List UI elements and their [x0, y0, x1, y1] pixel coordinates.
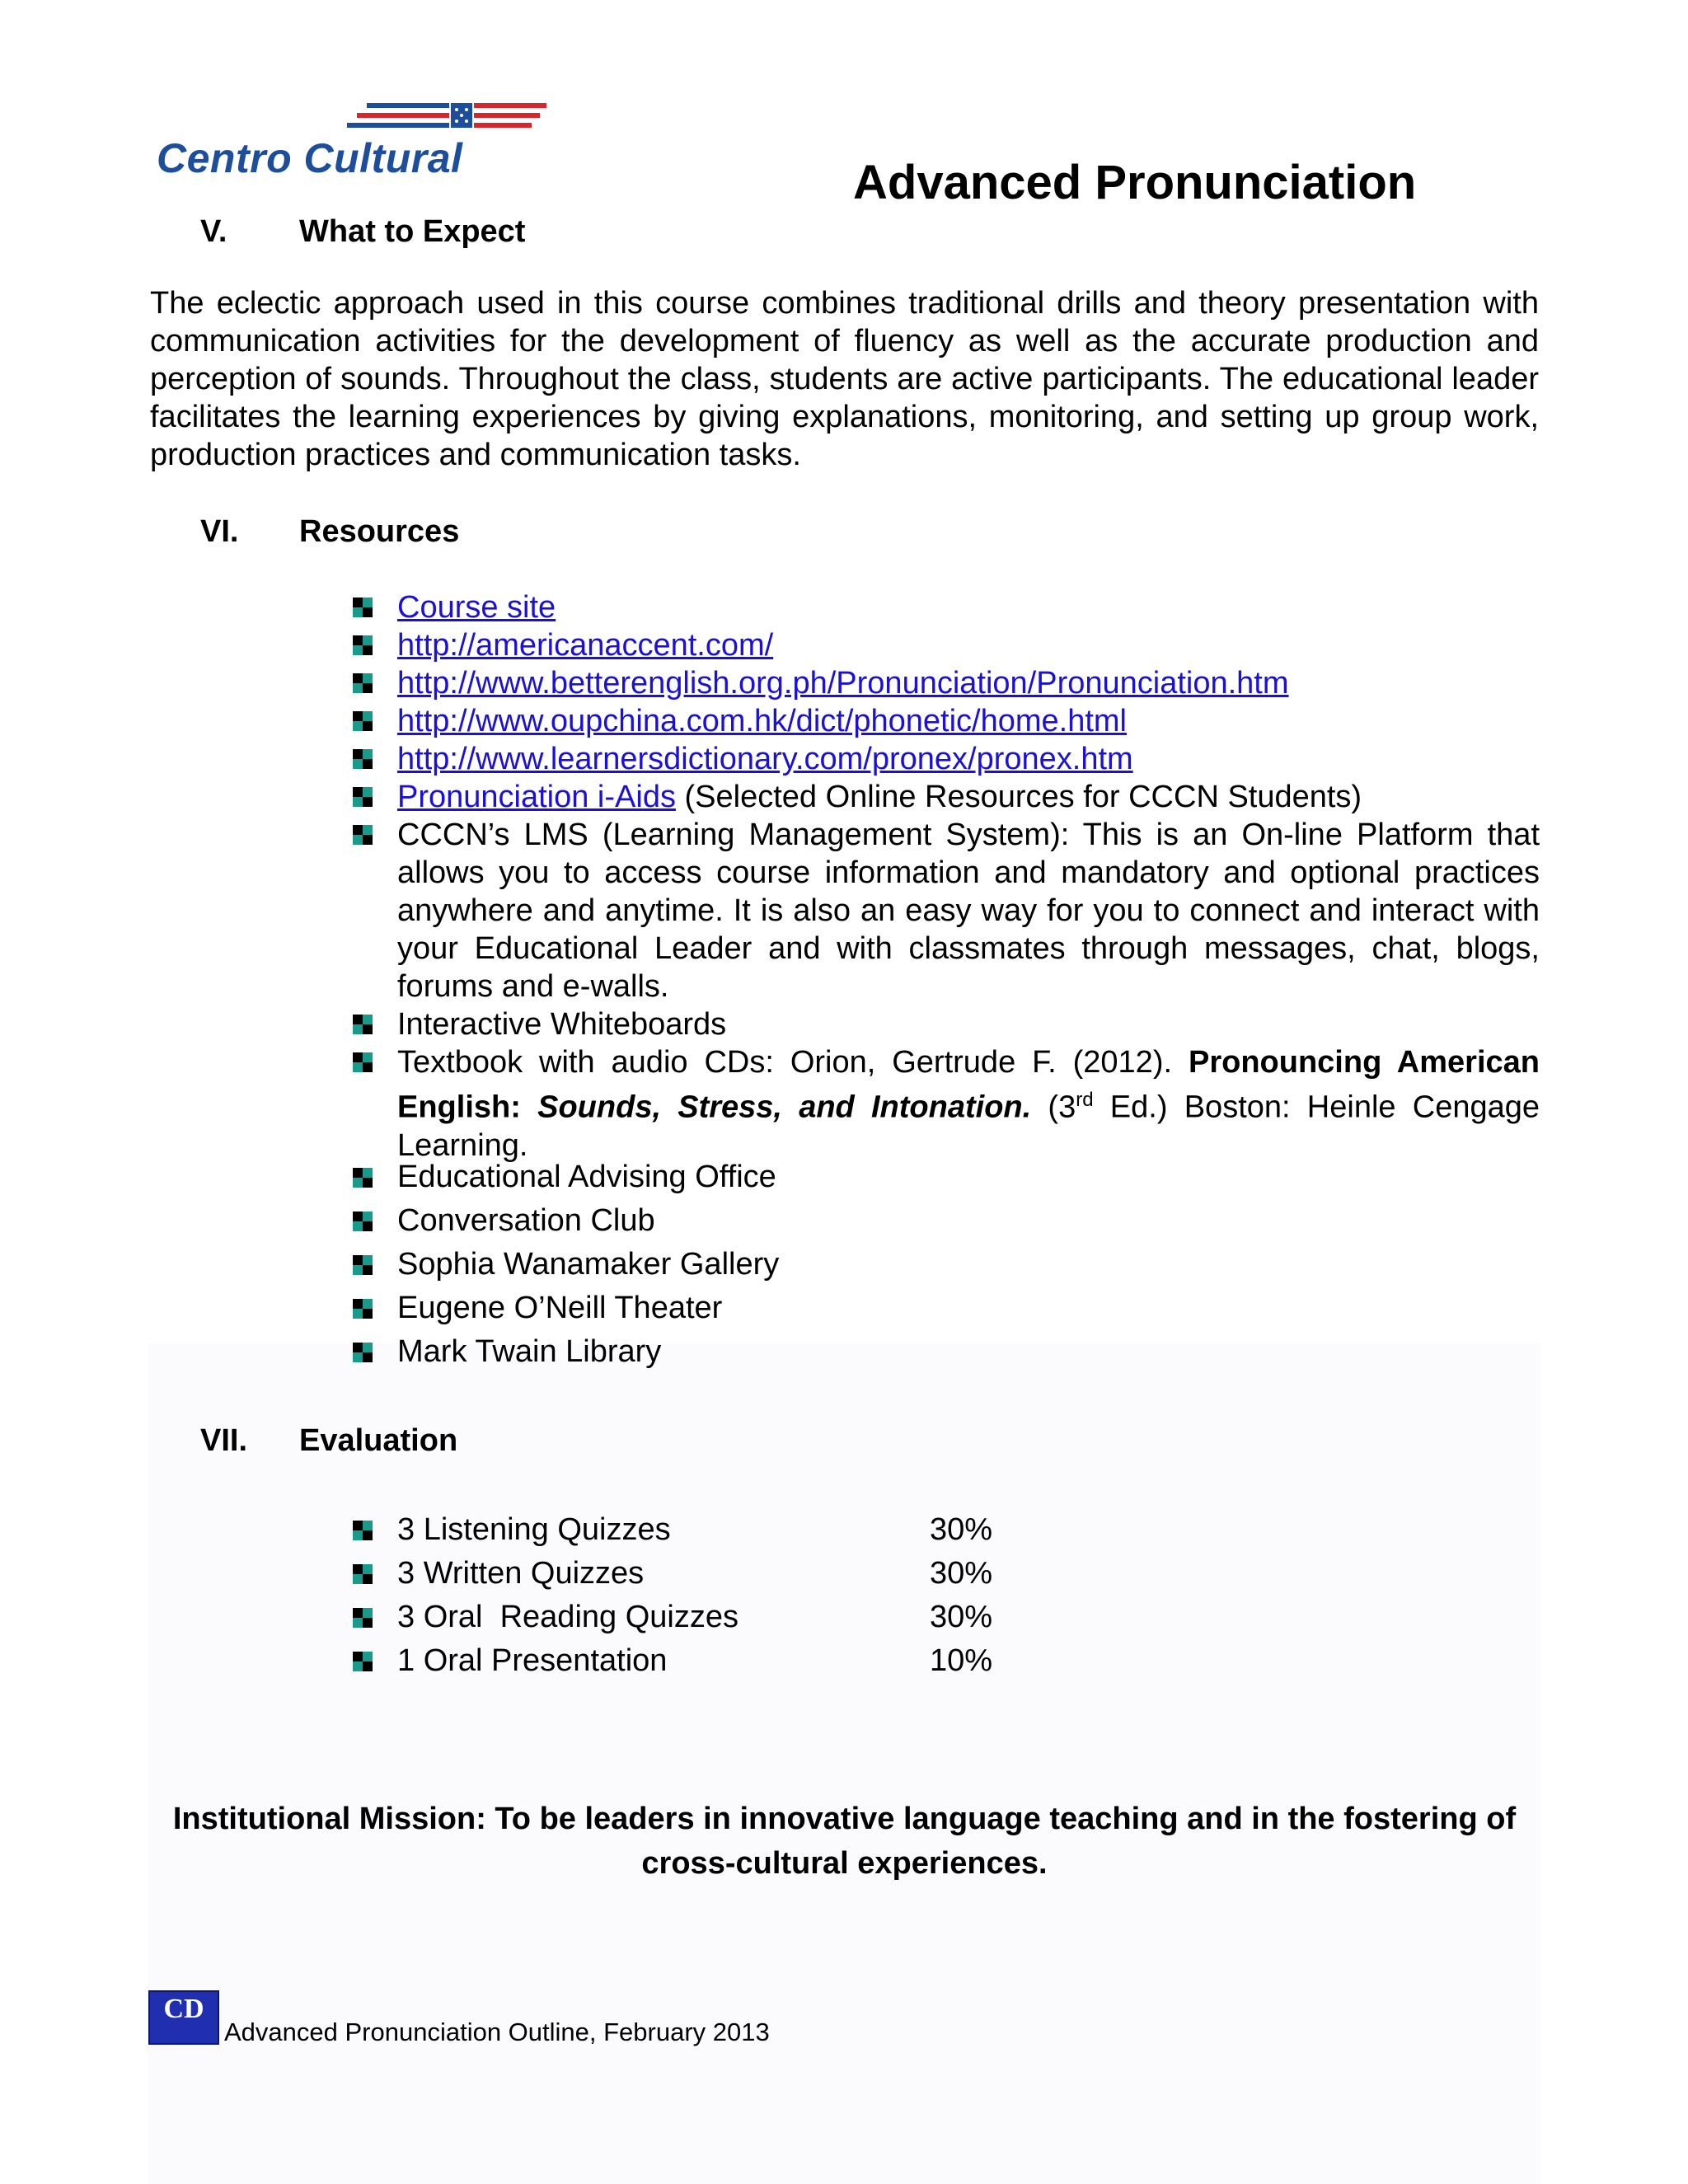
edition-superscript: rd [1076, 1089, 1094, 1111]
textbook-publisher: Ed.) Boston: Heinle Cengage Learning. [397, 1090, 1540, 1163]
square-bullet-icon [353, 598, 373, 617]
lms-description: CCCN’s LMS (Learning Management System): This is an On-line Platform that allows you to access course information and mandatory and optional practices anywhere and anytime. It is also an easy way for you to connect and interact with your Educational Leader and with classmates through messages, chat, blogs, forums and e-walls. [397, 818, 1540, 1004]
what-to-expect-paragraph: The eclectic approach used in this course combines traditional drills and theory presentation with communication activities for the development of fluency as well as the accurate production and perception of sounds. Throughout the class, students are active participants. The educational leader facilitates the learning experiences by giving explanations, monitoring, and setting up group work, production practices and communication tasks. [150, 286, 1539, 472]
square-bullet-icon [353, 749, 373, 769]
pronunciation-iaids-link[interactable]: Pronunciation i-Aids [397, 780, 676, 814]
square-bullet-icon [353, 787, 373, 807]
list-item [353, 778, 1540, 816]
oupchina-link[interactable]: http://www.oupchina.com.hk/dict/phonetic/home.html [397, 704, 1128, 738]
square-bullet-icon [353, 711, 373, 731]
textbook-prefix: Textbook with audio CDs: Orion, Gertrude F. (2012). [397, 1045, 1189, 1080]
square-bullet-icon [353, 635, 373, 655]
textbook-title: Pronouncing American English: [397, 1045, 1540, 1125]
logo-text: Centro Cultural [157, 135, 463, 181]
evaluation-item: 3 Written Quizzes [397, 1556, 645, 1591]
square-bullet-icon [353, 1299, 373, 1319]
place-name: Eugene O’Neill Theater [397, 1291, 723, 1325]
list-item [353, 740, 1540, 778]
list-item [353, 1199, 1540, 1243]
list-item [353, 1005, 1540, 1043]
evaluation-item: 3 Oral Reading Quizzes [397, 1600, 738, 1634]
section-number: V. [200, 214, 227, 249]
textbook-edition: (3 [1031, 1090, 1076, 1125]
whiteboards-text: Interactive Whiteboards [397, 1007, 727, 1042]
square-bullet-icon [353, 1212, 373, 1231]
square-bullet-icon [353, 1564, 373, 1584]
square-bullet-icon [353, 1652, 373, 1671]
evaluation-item: 1 Oral Presentation [397, 1643, 668, 1678]
square-bullet-icon [353, 1255, 373, 1275]
iaids-note: (Selected Online Resources for CCCN Students) [675, 780, 1362, 814]
list-item [353, 664, 1540, 702]
list-item [353, 1330, 1540, 1374]
list-item [353, 1155, 1540, 1199]
square-bullet-icon [353, 1343, 373, 1362]
place-name: Conversation Club [397, 1203, 655, 1238]
place-name: Mark Twain Library [397, 1334, 662, 1369]
section-title: Evaluation [299, 1423, 458, 1458]
square-bullet-icon [353, 1168, 373, 1188]
list-item [353, 1286, 1540, 1330]
americanaccent-link[interactable]: http://americanaccent.com/ [397, 628, 774, 663]
footer-text: Advanced Pronunciation Outline, February 2013 [224, 2018, 770, 2046]
evaluation-row [353, 1508, 1540, 1552]
list-item [353, 1243, 1540, 1286]
evaluation-item: 3 Listening Quizzes [397, 1512, 671, 1547]
place-name: Sophia Wanamaker Gallery [397, 1247, 780, 1282]
resources-list [353, 588, 1540, 1165]
course-site-link[interactable]: Course site [397, 590, 556, 625]
evaluation-weight: 30% [930, 1556, 993, 1591]
evaluation-weight: 30% [930, 1600, 993, 1634]
place-name: Educational Advising Office [397, 1160, 776, 1194]
flag-stripes-icon [342, 103, 548, 133]
centro-cultural-logo [157, 103, 548, 185]
list-item [353, 588, 1540, 626]
square-bullet-icon [353, 1521, 373, 1540]
section-number: VI. [200, 514, 239, 549]
section-title: Resources [299, 514, 460, 549]
institutional-mission: Institutional Mission: To be leaders in innovative language teaching and in the fostering of cross-cultural experiences. [172, 1802, 1517, 1881]
betterenglish-link[interactable]: http://www.betterenglish.org.ph/Pronunciation/Pronunciation.htm [397, 666, 1289, 701]
evaluation-row [353, 1596, 1540, 1639]
list-item [353, 702, 1540, 740]
square-bullet-icon [353, 1015, 373, 1034]
section-number: VII. [200, 1423, 248, 1458]
learnersdictionary-link[interactable]: http://www.learnersdictionary.com/pronex/pronex.htm [397, 742, 1133, 776]
square-bullet-icon [353, 673, 373, 693]
evaluation-row [353, 1639, 1540, 1683]
square-bullet-icon [353, 825, 373, 845]
square-bullet-icon [353, 1052, 373, 1072]
textbook-subtitle: Sounds, Stress, and Intonation. [537, 1090, 1032, 1125]
evaluation-weight: 30% [930, 1512, 993, 1547]
curriculum-development-logo [148, 1990, 219, 2045]
resources-places-list [353, 1155, 1540, 1374]
evaluation-weight: 10% [930, 1643, 993, 1678]
evaluation-list [353, 1508, 1540, 1683]
list-item [353, 1043, 1540, 1165]
footer-logo-text: CD [163, 1994, 204, 2024]
section-title: What to Expect [299, 214, 526, 249]
evaluation-row [353, 1552, 1540, 1596]
square-bullet-icon [353, 1608, 373, 1628]
list-item [353, 626, 1540, 664]
document-title: Advanced Pronunciation [853, 156, 1417, 209]
list-item [353, 816, 1540, 1005]
page-shade [148, 1343, 1541, 2184]
